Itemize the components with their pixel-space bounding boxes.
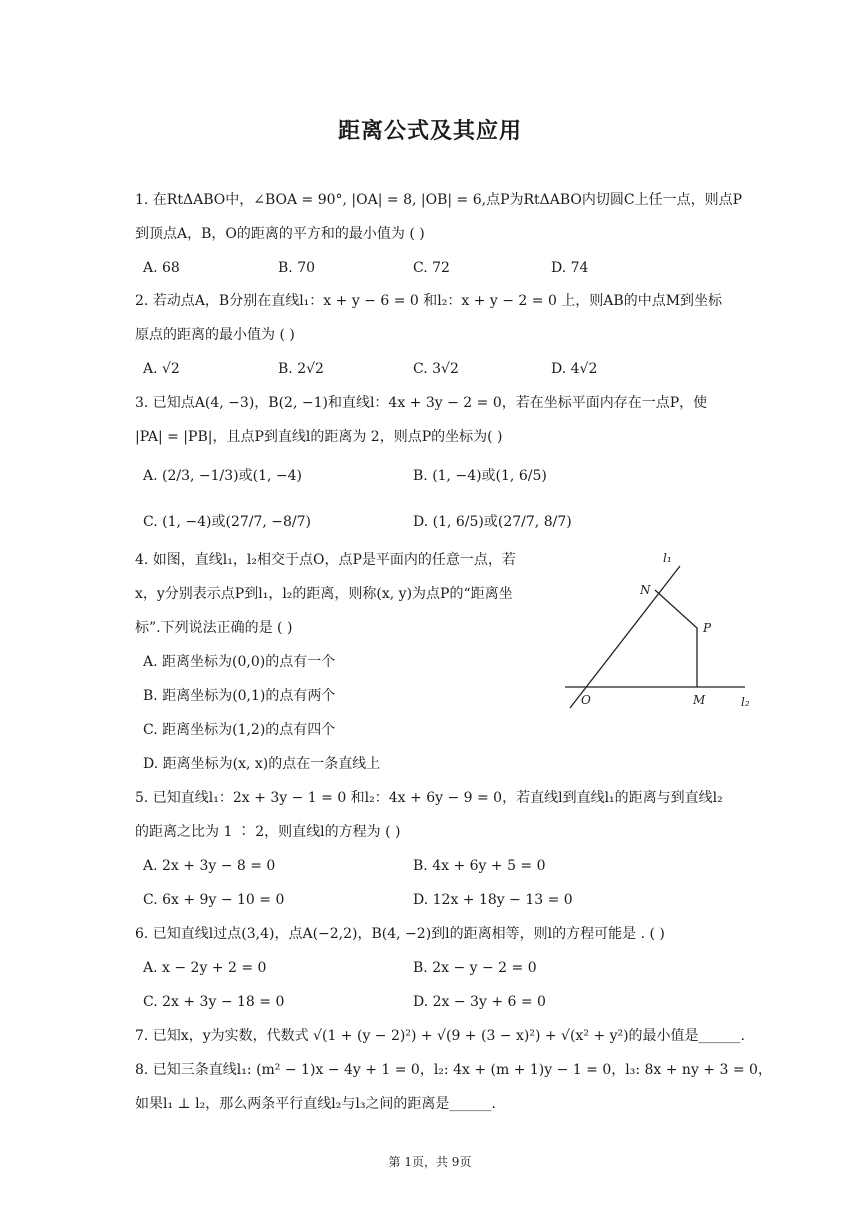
q2-line2: 原点的距离的最小值为 ( ) <box>135 327 295 343</box>
label-n: N <box>640 583 651 597</box>
q8-line1: 8. 已知三条直线l₁: (m² − 1)x − 4y + 1 = 0，l₂: 4x + (m + 1)y − 1 = 0，l₃: 8x + ny + 3 = 0， <box>135 1062 772 1078</box>
q4-line2: x，y分别表示点P到l₁，l₂的距离，则称(x, y)为点P的“距离坐 <box>135 586 513 602</box>
q4-line3: 标”.下列说法正确的是 ( ) <box>135 620 293 636</box>
page-footer: 第 1页，共 9页 <box>388 1155 472 1169</box>
q1-option-c: C. 72 <box>413 260 450 276</box>
q3-line1: 3. 已知点A(4, −3)，B(2, −1)和直线l：4x + 3y − 2 = 0，若在坐标平面内存在一点P，使 <box>135 395 708 411</box>
q8-line2: 如果l₁ ⊥ l₂，那么两条平行直线l₂与l₃之间的距离是______. <box>135 1096 496 1112</box>
q5-option-a: A. 2x + 3y − 8 = 0 <box>143 858 276 874</box>
label-l2: l₂ <box>741 695 750 709</box>
q1-option-b: B. 70 <box>278 260 316 276</box>
q5-option-c: C. 6x + 9y − 10 = 0 <box>143 892 285 908</box>
q6-line1: 6. 已知直线l过点(3,4)，点A(−2,2)，B(4, −2)到l的距离相等，则l的方程可能是 . ( ) <box>135 926 665 942</box>
q4-figure <box>560 548 760 718</box>
perpendiculars <box>655 590 697 687</box>
q3-line2: |PA| = |PB|，且点P到直线l的距离为 2，则点P的坐标为( ) <box>135 429 503 445</box>
label-p: P <box>703 621 712 635</box>
q4-line1: 4. 如图，直线l₁，l₂相交于点O，点P是平面内的任意一点，若 <box>135 552 516 568</box>
q6-option-c: C. 2x + 3y − 18 = 0 <box>143 994 285 1010</box>
q5-option-d: D. 12x + 18y − 13 = 0 <box>413 892 573 908</box>
q3-option-a: A. (2/3, −1/3)或(1, −4) <box>143 468 302 484</box>
page-title: 距离公式及其应用 <box>337 119 522 144</box>
q3-option-d: D. (1, 6/5)或(27/7, 8/7) <box>413 514 572 530</box>
q4-option-a: A. 距离坐标为(0,0)的点有一个 <box>143 654 336 670</box>
q5-option-b: B. 4x + 6y + 5 = 0 <box>413 858 546 874</box>
q4-option-c: C. 距离坐标为(1,2)的点有四个 <box>143 722 336 738</box>
q1-line1: 1. 在RtΔABO中，∠BOA = 90°, |OA| = 8, |OB| = 6,点P为RtΔABO内切圆C上任一点，则点P <box>135 192 743 208</box>
q1-option-a: A. 68 <box>143 260 180 276</box>
q6-option-b: B. 2x − y − 2 = 0 <box>413 960 537 976</box>
q3-option-b: B. (1, −4)或(1, 6/5) <box>413 468 547 484</box>
q5-line1: 5. 已知直线l₁：2x + 3y − 1 = 0 和l₂：4x + 6y − 9 = 0，若直线l到直线l₁的距离与到直线l₂ <box>135 790 723 806</box>
q4-option-d: D. 距离坐标为(x, x)的点在一条直线上 <box>143 756 381 772</box>
q7-line1: 7. 已知x，y为实数，代数式 √(1 + (y − 2)²) + √(9 + (3 − x)²) + √(x² + y²)的最小值是______. <box>135 1028 745 1044</box>
q2-option-c: C. 3√2 <box>413 361 459 377</box>
label-l1: l₁ <box>663 551 672 565</box>
q2-option-a: A. √2 <box>143 361 180 377</box>
label-m: M <box>693 693 706 707</box>
q6-option-a: A. x − 2y + 2 = 0 <box>143 960 267 976</box>
q2-option-b: B. 2√2 <box>278 361 324 377</box>
q4-option-b: B. 距离坐标为(0,1)的点有两个 <box>143 688 336 704</box>
q1-option-d: D. 74 <box>551 260 589 276</box>
q1-line2: 到顶点A，B，O的距离的平方和的最小值为 ( ) <box>135 226 425 242</box>
q2-line1: 2. 若动点A，B分别在直线l₁：x + y − 6 = 0 和l₂：x + y − 2 = 0 上，则AB的中点M到坐标 <box>135 293 723 309</box>
q5-line2: 的距离之比为 1 ∶ 2，则直线l的方程为 ( ) <box>135 824 401 840</box>
q2-option-d: D. 4√2 <box>551 361 598 377</box>
q6-option-d: D. 2x − 3y + 6 = 0 <box>413 994 546 1010</box>
q3-option-c: C. (1, −4)或(27/7, −8/7) <box>143 514 312 530</box>
label-o: O <box>581 693 591 707</box>
